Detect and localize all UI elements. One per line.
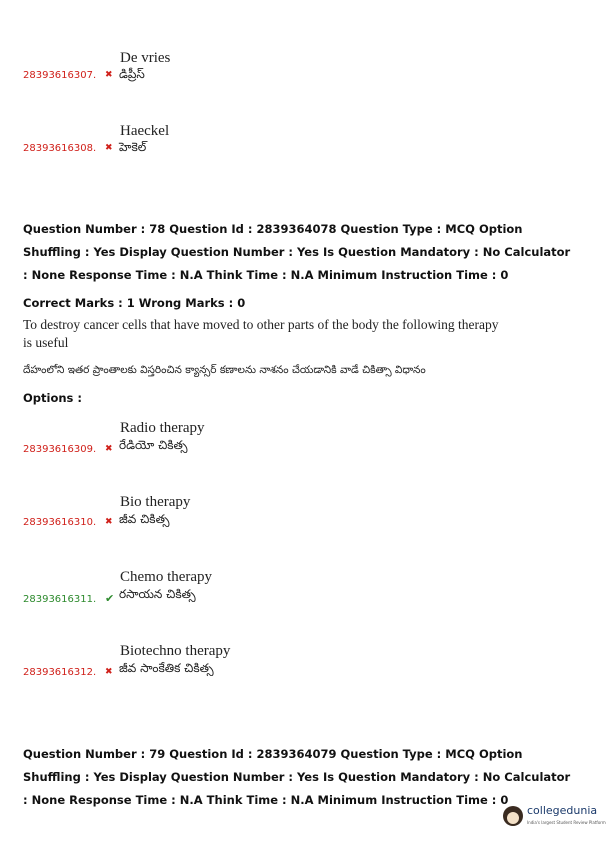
option-telugu: హెకెల్ bbox=[119, 140, 147, 154]
option-id: 28393616307. bbox=[23, 70, 97, 81]
option-english: Biotechno therapy bbox=[120, 643, 231, 659]
option-english: De vries bbox=[120, 50, 171, 66]
question-78-text-en-line2: is useful bbox=[23, 335, 69, 350]
option-english: Haeckel bbox=[120, 123, 170, 139]
option-telugu: జీవ చికిత్స bbox=[119, 512, 170, 526]
wrong-mark-icon: ✖ bbox=[105, 517, 113, 527]
option-id: 28393616310. bbox=[23, 517, 97, 528]
wrong-mark-icon: ✖ bbox=[105, 70, 113, 80]
option-id: 28393616311. bbox=[23, 594, 97, 605]
question-78-text-en-line1: To destroy cancer cells that have moved to other parts of the body the following therapy bbox=[23, 317, 499, 332]
question-78-marks: Correct Marks : 1 Wrong Marks : 0 bbox=[23, 296, 246, 310]
collegedunia-logo bbox=[503, 800, 606, 834]
option-telugu: జీవ సాంకేతిక చికిత్స bbox=[119, 661, 214, 675]
option-id: 28393616312. bbox=[23, 667, 97, 678]
options-label: Options : bbox=[23, 391, 82, 405]
option-telugu: డిప్రీస్ bbox=[119, 67, 145, 81]
wrong-mark-icon: ✖ bbox=[105, 444, 113, 454]
logo-name: collegedunia bbox=[527, 804, 598, 817]
option-english: Bio therapy bbox=[120, 494, 191, 510]
option-english: Radio therapy bbox=[120, 420, 205, 436]
wrong-mark-icon: ✖ bbox=[105, 143, 113, 153]
mascot-face-icon bbox=[507, 812, 519, 824]
option-telugu: రేడియో చికిత్స bbox=[119, 438, 188, 452]
correct-check-icon: ✔ bbox=[105, 592, 115, 605]
question-78-header: Question Number : 78 Question Id : 2839364078 Question Type : MCQ Option Shuffling : Yes Display Question Number : Yes Is Question Mandatory : No Calculator : None Response Time : N.A Think Time : N.A Minimum Instruction Time : 0 bbox=[23, 222, 571, 282]
wrong-mark-icon: ✖ bbox=[105, 667, 113, 677]
option-english: Chemo therapy bbox=[120, 569, 213, 585]
question-78-text-te: దేహంలోని ఇతర ప్రాంతాలకు విస్తరించిన క్యాన్సర్ కణాలను నాశనం చేయడానికి వాడే చికిత్సా విధానం bbox=[23, 364, 426, 376]
option-id: 28393616309. bbox=[23, 444, 97, 455]
option-id: 28393616308. bbox=[23, 143, 97, 154]
option-telugu: రసాయన చికిత్స bbox=[119, 587, 196, 601]
question-79-header: Question Number : 79 Question Id : 2839364079 Question Type : MCQ Option Shuffling : Yes Display Question Number : Yes Is Question Mandatory : No Calculator : None Response Time : N.A Think Time : N.A Minimum Instruction Time : 0 bbox=[23, 747, 571, 807]
logo-tagline: India's largest Student Review Platform bbox=[527, 820, 606, 825]
